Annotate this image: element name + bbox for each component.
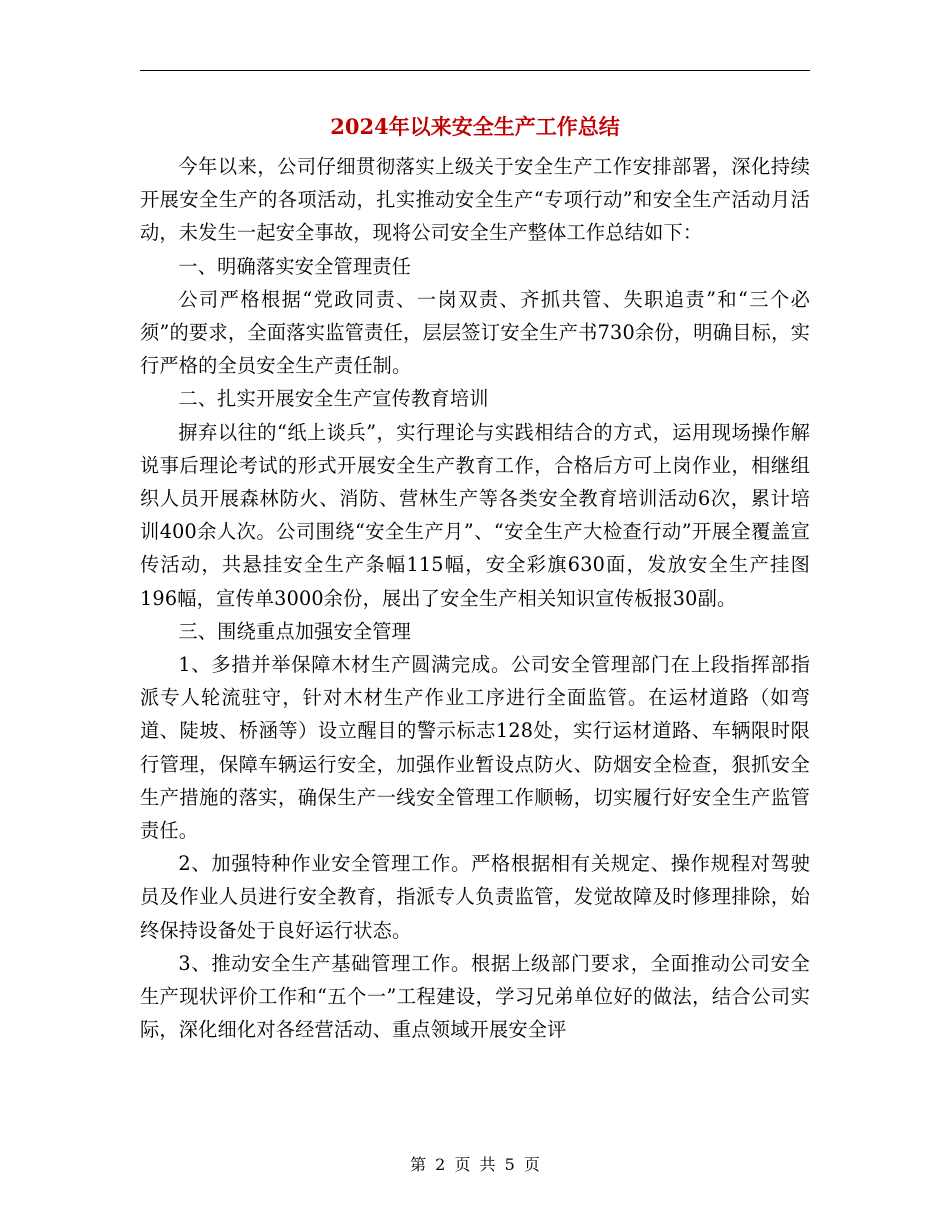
section-3-item-1: 1、多措并举保障木材生产圆满完成。公司安全管理部门在上段指挥部指派专人轮流驻守，针对木材生产作业工序进行全面监管。在运材道路（如弯道、陡坡、桥涵等）设立醒目的警示标志128处，实行运材道路、车辆限时限行管理，保障车辆运行安全，加强作业暂设点防火、防烟安全检查，狠抓安全生产措施的落实，确保生产一线安全管理工作顺畅，切实履行好安全生产监管责任。 — [140, 653, 810, 843]
header-rule — [140, 70, 810, 71]
section-1-paragraph: 公司严格根据“党政同责、一岗双责、齐抓共管、失职追责”和“三个必须”的要求，全面落实监管责任，层层签订安全生产书730余份，明确目标，实行严格的全员安全生产责任制。 — [140, 287, 810, 378]
section-3-item-2: 2、加强特种作业安全管理工作。严格根据相有关规定、操作规程对驾驶员及作业人员进行安全教育，指派专人负责监管，发觉故障及时修理排除，始终保持设备处于良好运行状态。 — [140, 852, 810, 942]
document-body — [140, 150, 810, 1046]
document-title: 2024年以来安全生产工作总结 — [330, 114, 620, 139]
page-number: 第 2 页 共 5 页 — [410, 1155, 540, 1174]
section-3-item-3: 3、推动安全生产基础管理工作。根据上级部门要求，全面推动公司安全生产现状评价工作和“五个一”工程建设，学习兄弟单位好的做法，结合公司实际，深化细化对各经营活动、重点领域开展安全评 — [140, 951, 810, 1042]
section-2-paragraph: 摒弃以往的“纸上谈兵”，实行理论与实践相结合的方式，运用现场操作解说事后理论考试的形式开展安全生产教育工作，合格后方可上岗作业，相继组织人员开展森林防火、消防、营林生产等各类安全教育培训活动6次，累计培训400余人次。公司围绕“安全生产月”、“安全生产大检查行动”开展全覆盖宣传活动，共悬挂安全生产条幅115幅，安全彩旗630面，发放安全生产挂图196幅，宣传单3000余份，展出了安全生产相关知识宣传板报30副。 — [140, 420, 810, 610]
section-heading-2: 二、扎实开展安全生产宣传教育培训 — [178, 387, 489, 411]
section-heading-1: 一、明确落实安全管理责任 — [178, 254, 412, 278]
intro-paragraph: 今年以来，公司仔细贯彻落实上级关于安全生产工作安排部署，深化持续开展安全生产的各项活动，扎实推动安全生产“专项行动”和安全生产活动月活动，未发生一起安全事故，现将公司安全生产整体工作总结如下： — [140, 155, 810, 245]
section-heading-3: 三、围绕重点加强安全管理 — [178, 619, 412, 643]
